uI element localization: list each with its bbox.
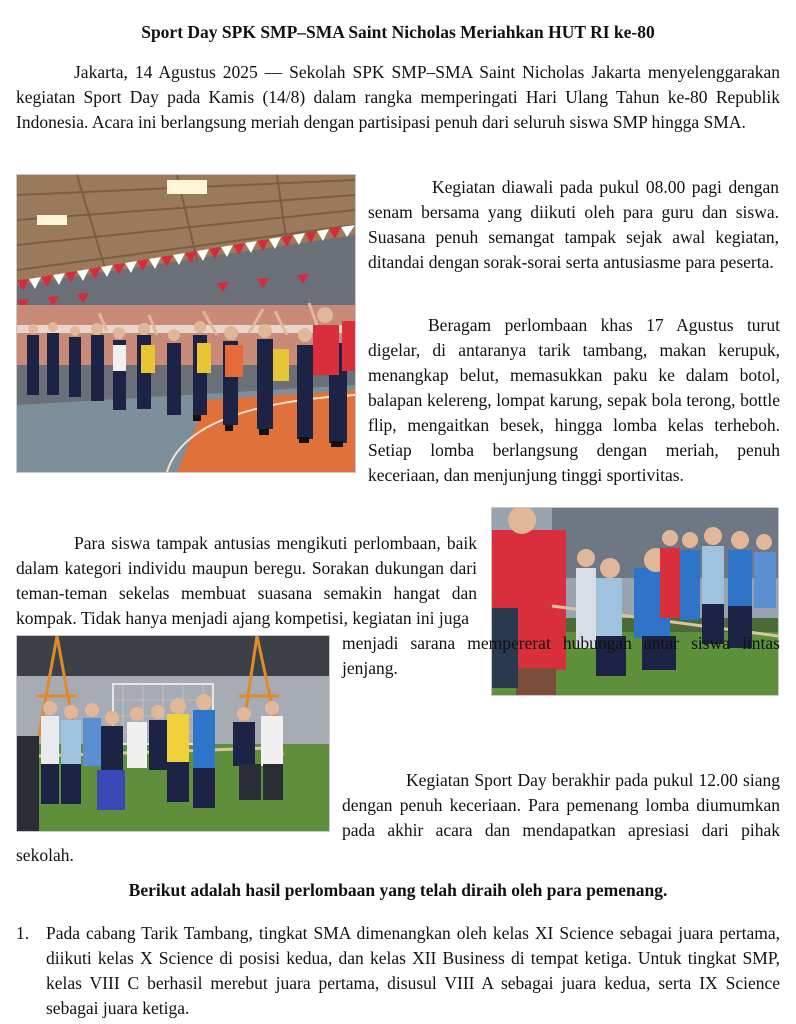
paragraph-enthusiasm-continued: menjadi sarana mempererat hubungan antar siswa lintas jenjang. — [342, 633, 780, 678]
results-heading: Berikut adalah hasil perlombaan yang telah diraih oleh para pemenang. — [128, 880, 668, 900]
paragraph-enthusiasm-start — [16, 531, 477, 631]
list-item-number: 1. — [16, 923, 30, 943]
paragraph-intro: Jakarta, 14 Agustus 2025 — Sekolah SPK SMP–SMA Saint Nicholas Jakarta menyelenggarakan kegiatan Sport Day pada Kamis (14/8) dalam rangka memperingati Hari Ulang Tahun ke-80 Republik Indonesia. Acara ini berlangsung meriah dengan partisipasi penuh dari seluruh siswa SMP hingga SMA. — [16, 62, 780, 132]
list-item — [16, 921, 780, 1021]
spacer-photo3 — [16, 768, 328, 831]
results-list — [16, 921, 780, 1021]
article-title: Sport Day SPK SMP–SMA Saint Nicholas Meriahkan HUT RI ke-80 — [141, 22, 655, 42]
paragraph-closing-wrapper — [16, 768, 780, 868]
list-item-text: Pada cabang Tarik Tambang, tingkat SMA dimenangkan oleh kelas XI Science sebagai juara pertama, diikuti kelas X Science di posisi kedua, dan kelas XII Business di tempat ketiga. Untuk tingkat SMP, kelas VIII C berhasil merebut juara pertama, disusul VIII A sebagai juara kedua, serta IX Science sebagai juara ketiga. — [46, 923, 780, 1018]
paragraph-opening: Kegiatan diawali pada pukul 08.00 pagi dengan senam bersama yang diikuti oleh para guru dan siswa. Suasana penuh semangat tampak sejak awal kegiatan, ditandai dengan sorak-sorai serta antusiasme para peserta. — [368, 177, 779, 272]
paragraph-closing: Kegiatan Sport Day berakhir pada pukul 12.00 siang dengan penuh keceriaan. Para pemenang lomba diumumkan pada akhir acara dan mendapatkan apresiasi dari pihak sekolah. — [16, 770, 780, 865]
paragraph-enthusiasm: Para siswa tampak antusias mengikuti perlombaan, baik dalam kategori individu maupun beregu. Sorakan dukungan dari teman-teman sekelas membuat suasana semakin hangat dan kompak. Tidak hanya menjadi ajang kompetisi, kegiatan ini juga — [16, 533, 477, 628]
paragraph-competitions-wrapper — [16, 313, 780, 492]
spacer-photo1 — [16, 313, 354, 490]
paragraph-competitions: Beragam perlombaan khas 17 Agustus turut digelar, di antaranya tarik tambang, makan kerupuk, menangkap belut, memasukkan paku ke dalam botol, balapan kelereng, lompat karung, sepak bola terong, bottle flip, mengaitkan besek, hingga lomba kelas terheboh. Setiap lomba berlangsung dengan meriah, penuh keceriaan, dan menjunjung tinggi sportivitas. — [368, 315, 780, 485]
